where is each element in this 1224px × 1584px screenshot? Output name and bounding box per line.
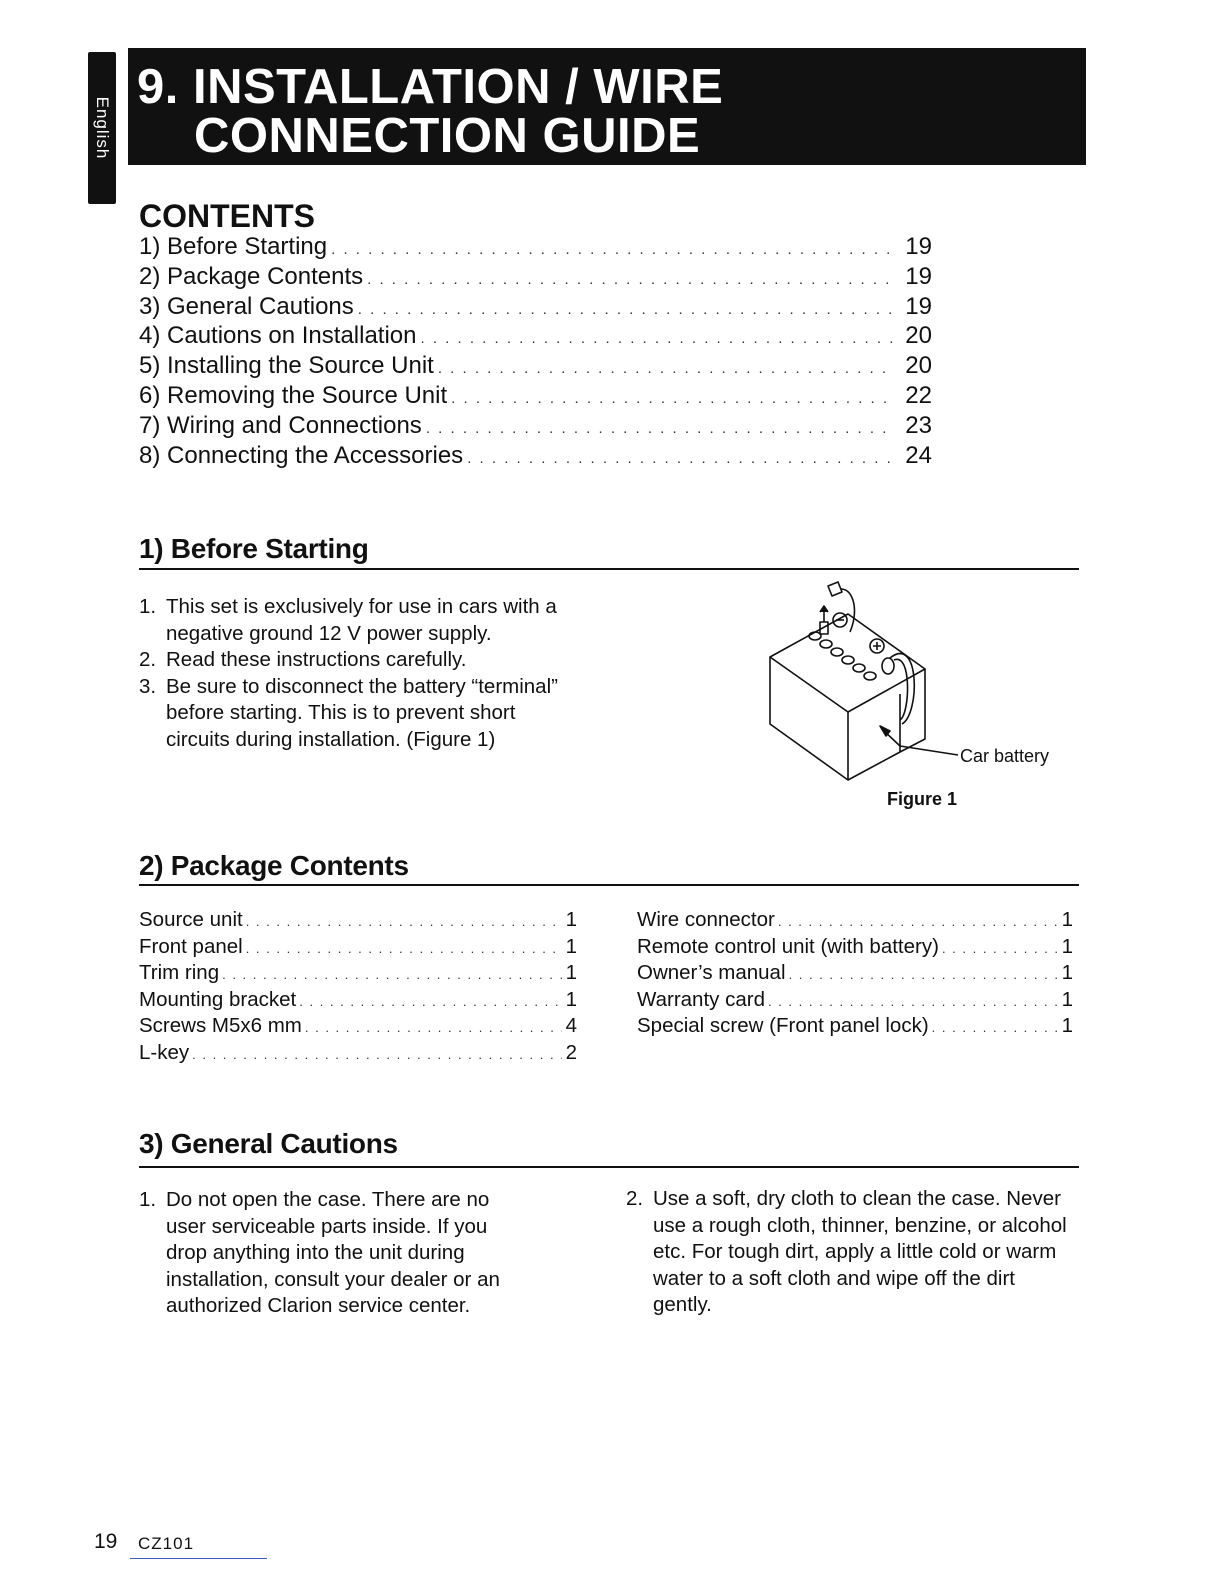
package-item-name: L-key	[139, 1040, 190, 1064]
leader-dots	[789, 967, 1058, 982]
package-item-name: Owner’s manual	[637, 961, 786, 984]
toc-entry	[139, 412, 932, 442]
package-item	[139, 1041, 577, 1068]
leader-dots	[331, 241, 894, 258]
toc-entry-label: 7) Wiring and Connections	[139, 411, 422, 439]
chapter-banner	[128, 48, 1086, 165]
leader-dots	[305, 1020, 562, 1035]
package-item-qty: 4	[565, 1014, 577, 1037]
package-item-name: Warranty card	[637, 987, 765, 1011]
toc-entry-label: 6) Removing the Source Unit	[139, 381, 448, 409]
package-item-qty: 1	[1061, 1014, 1073, 1037]
leader-dots	[932, 1020, 1058, 1035]
leader-dots	[438, 360, 894, 377]
toc-entry	[139, 293, 932, 323]
list-item-number: 2.	[626, 1187, 644, 1210]
leader-dots	[367, 271, 894, 288]
package-item	[637, 908, 1073, 935]
list-item	[626, 1186, 1076, 1319]
list-item-text: This set is exclusively for use in cars with a negative ground 12 V power supply.	[166, 595, 557, 645]
package-item-qty: 1	[565, 908, 577, 931]
package-list-right	[637, 908, 1073, 1041]
toc-entry-page: 19	[905, 292, 932, 320]
package-contents-heading: 2) Package Contents	[139, 850, 409, 881]
package-item-name: Front panel	[139, 934, 243, 958]
package-item-name: Mounting bracket	[139, 987, 297, 1011]
language-tab-label: English	[93, 96, 112, 160]
toc-entry-label: 3) General Cautions	[139, 292, 354, 320]
toc-entry-label: 4) Cautions on Installation	[139, 322, 417, 350]
before-starting-list	[139, 594, 579, 753]
package-item	[637, 961, 1073, 988]
package-item-name: Special screw (Front panel lock)	[637, 1014, 929, 1037]
leader-dots	[358, 301, 894, 318]
package-item-name: Source unit	[139, 908, 243, 931]
package-item	[139, 961, 577, 988]
figure-caption: Figure 1	[887, 789, 958, 809]
package-item	[637, 935, 1073, 962]
list-item-text: Be sure to disconnect the battery “terminal” before starting. This is to prevent short circuits during installation. (Figure 1)	[166, 674, 558, 751]
package-item-qty: 1	[565, 934, 577, 958]
toc-entry	[139, 233, 932, 263]
leader-dots	[192, 1047, 562, 1062]
package-item-qty: 1	[1061, 961, 1073, 984]
before-starting-heading: 1) Before Starting	[139, 533, 369, 564]
toc-entry	[139, 352, 932, 382]
leader-dots	[299, 994, 562, 1009]
package-item-qty: 1	[1061, 908, 1073, 931]
leader-dots	[246, 941, 562, 956]
toc-entry-label: 1) Before Starting	[139, 233, 328, 260]
leader-dots	[222, 967, 562, 982]
table-of-contents	[139, 233, 932, 471]
general-cautions-heading: 3) General Cautions	[139, 1128, 398, 1159]
package-item-qty: 1	[565, 987, 577, 1011]
toc-entry-label: 8) Connecting the Accessories	[139, 441, 464, 469]
list-item-number: 1.	[139, 595, 157, 618]
list-item	[139, 674, 579, 754]
language-tab	[88, 52, 116, 204]
toc-entry	[139, 382, 932, 412]
car-battery-label: Car battery	[960, 746, 1050, 766]
package-item-name: Wire connector	[637, 908, 775, 931]
list-item-text: Do not open the case. There are no user serviceable parts inside. If you drop anything into the unit during installation, consult your dealer or an authorized Clarion service center.	[166, 1188, 500, 1317]
package-item-qty: 1	[1061, 934, 1073, 958]
package-item	[139, 1014, 577, 1041]
leader-dots	[778, 914, 1058, 929]
toc-entry-page: 19	[905, 262, 932, 290]
car-battery-illustration	[740, 574, 1080, 820]
list-item	[139, 594, 579, 647]
contents-heading: CONTENTS	[139, 198, 315, 234]
toc-entry	[139, 322, 932, 352]
package-list-left	[139, 908, 577, 1067]
toc-entry	[139, 263, 932, 293]
leader-dots	[768, 994, 1058, 1009]
toc-entry-page: 19	[905, 233, 932, 260]
toc-entry	[139, 442, 932, 472]
toc-entry-label: 5) Installing the Source Unit	[139, 352, 434, 380]
list-item	[139, 1187, 534, 1320]
package-item-name: Screws M5x6 mm	[139, 1014, 302, 1037]
list-item	[139, 647, 579, 674]
footer-divider	[130, 1558, 267, 1559]
figure-1	[740, 574, 1080, 820]
toc-entry-page: 20	[905, 352, 932, 380]
model-number: CZ101	[138, 1534, 195, 1553]
package-item	[139, 935, 577, 962]
section-divider	[139, 568, 1079, 570]
package-item-qty: 1	[565, 961, 577, 984]
toc-entry-page: 24	[905, 441, 932, 469]
leader-dots	[421, 330, 895, 347]
general-cautions-list-left	[139, 1187, 534, 1320]
chapter-title-line2: CONNECTION GUIDE	[194, 109, 701, 163]
list-item-text: Use a soft, dry cloth to clean the case. Never use a rough cloth, thinner, benzine, or alcohol etc. For tough dirt, apply a little cold or warm water to a soft cloth and wipe off the dirt gently.	[653, 1187, 1067, 1316]
page-number: 19	[94, 1530, 118, 1553]
package-item-qty: 1	[1061, 987, 1073, 1011]
toc-entry-page: 23	[905, 411, 932, 439]
package-item-name: Trim ring	[139, 961, 220, 984]
toc-entry-page: 22	[905, 381, 932, 409]
leader-dots	[246, 914, 562, 929]
list-item-text: Read these instructions carefully.	[166, 648, 467, 671]
list-item-number: 1.	[139, 1188, 157, 1211]
package-item	[139, 908, 577, 935]
package-item	[139, 988, 577, 1015]
package-item	[637, 1014, 1073, 1041]
section-divider	[139, 1166, 1079, 1168]
package-item-name: Remote control unit (with battery)	[637, 934, 939, 958]
leader-dots	[467, 450, 894, 467]
leader-dots	[942, 941, 1058, 956]
toc-entry-page: 20	[905, 322, 932, 350]
list-item-number: 2.	[139, 648, 157, 671]
general-cautions-list-right	[626, 1186, 1076, 1319]
toc-entry-label: 2) Package Contents	[139, 262, 364, 290]
section-divider	[139, 884, 1079, 886]
leader-dots	[426, 420, 894, 437]
list-item-number: 3.	[139, 674, 157, 698]
package-item-qty: 2	[565, 1040, 577, 1064]
package-item	[637, 988, 1073, 1015]
chapter-title-line1: 9. INSTALLATION / WIRE	[137, 60, 724, 114]
leader-dots	[451, 390, 894, 407]
